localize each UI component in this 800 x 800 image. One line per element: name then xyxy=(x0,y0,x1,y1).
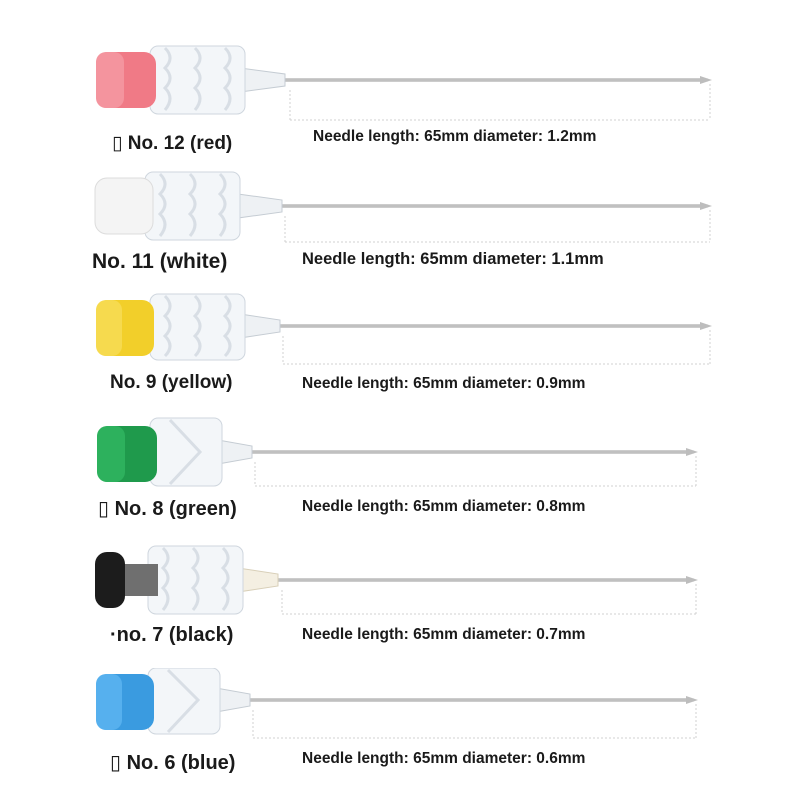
model-label: No. 11 (white) xyxy=(92,250,228,273)
spec-label: Needle length: 65mm diameter: 0.6mm xyxy=(302,750,586,767)
spec-label: Needle length: 65mm diameter: 0.7mm xyxy=(302,626,586,643)
spec-label: Needle length: 65mm diameter: 0.9mm xyxy=(302,375,586,392)
spinal-needle-red-image xyxy=(0,38,800,138)
model-label: ·no. 7 (black) xyxy=(110,624,234,646)
needle-row-white xyxy=(0,166,800,294)
needle-row-blue xyxy=(0,668,800,796)
cap-white xyxy=(95,178,153,234)
model-label: ▯ No. 6 (blue) xyxy=(110,752,236,774)
spec-label: Needle length: 65mm diameter: 1.1mm xyxy=(302,250,604,268)
spec-label: Needle length: 65mm diameter: 1.2mm xyxy=(313,128,597,145)
model-label: ▯ No. 12 (red) xyxy=(112,133,233,154)
model-label: No. 9 (yellow) xyxy=(110,372,233,393)
spec-label: Needle length: 65mm diameter: 0.8mm xyxy=(302,498,586,515)
cap-black xyxy=(95,552,125,608)
needle-row-yellow xyxy=(0,292,800,420)
model-label: ▯ No. 8 (green) xyxy=(98,498,237,520)
needle-row-black xyxy=(0,540,800,668)
needle-row-red xyxy=(0,38,800,166)
needle-row-green xyxy=(0,412,800,540)
